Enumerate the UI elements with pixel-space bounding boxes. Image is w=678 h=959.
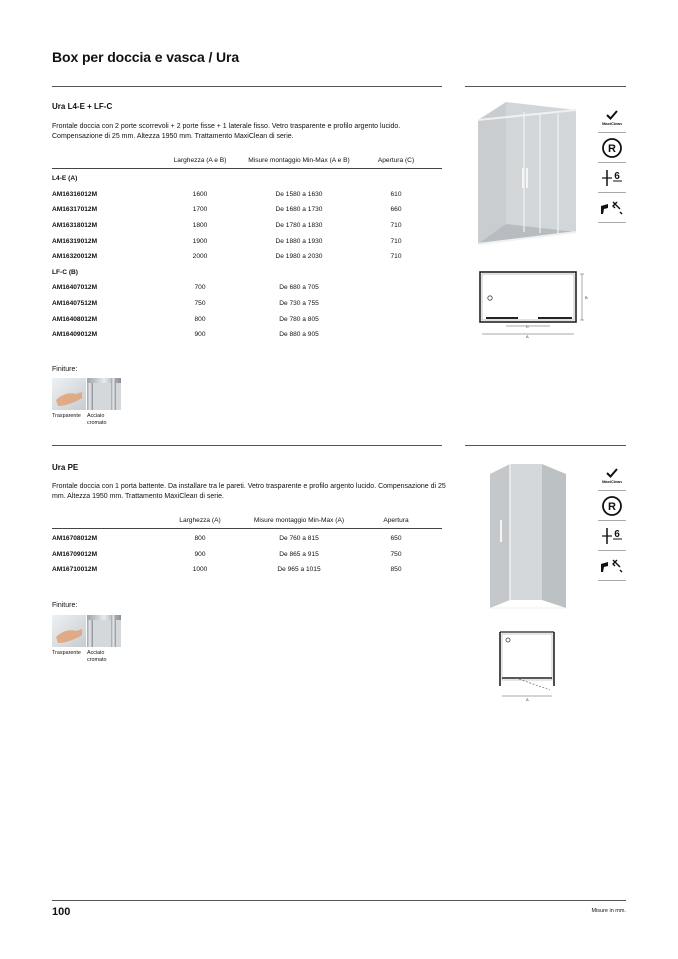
width-value: 800 — [194, 535, 206, 543]
units-note: Misure in mm. — [591, 908, 626, 914]
door-tools-icon — [598, 552, 626, 581]
reversible-icon — [598, 492, 626, 521]
shower-enclosure-image — [466, 92, 590, 252]
table-row — [52, 233, 442, 249]
swatch-caption: Acciaio cromato — [87, 413, 107, 426]
width-value: 1600 — [192, 190, 208, 198]
section2-title: Ura PE — [52, 463, 79, 472]
swatch-caption: Acciaio cromato — [87, 650, 107, 663]
chrome-steel-swatch — [87, 615, 121, 647]
range-value: De 1980 a 2030 — [275, 253, 323, 261]
product-code: AM16408012M — [52, 315, 98, 323]
header-width: Larghezza (A e B) — [173, 157, 227, 164]
shower-door-image — [486, 460, 568, 610]
checkmark-icon — [598, 104, 626, 133]
product-code: AM16708012M — [52, 535, 98, 543]
opening-value: 710 — [390, 237, 402, 245]
section2-divider-right — [465, 445, 626, 446]
product-code: AM16317012M — [52, 206, 98, 214]
group-label: LF-C (B) — [52, 268, 78, 276]
table-row — [52, 311, 442, 327]
header-width: Larghezza (A) — [179, 517, 221, 524]
page-title: Box per doccia e vasca / Ura — [52, 49, 240, 65]
product-code: AM16709012M — [52, 550, 98, 558]
transparent-glass-swatch — [52, 378, 86, 410]
product-code: AM16318012M — [52, 222, 98, 230]
section2-spec-table — [52, 516, 442, 578]
swatch-caption: Trasparente — [52, 650, 81, 656]
opening-value: 650 — [390, 535, 402, 543]
header-range: Misure montaggio Min-Max (A) — [253, 517, 345, 524]
thickness-value: 6 — [614, 171, 620, 182]
table-row — [52, 547, 442, 563]
transparent-glass-swatch — [52, 615, 86, 647]
range-value: De 780 a 805 — [279, 315, 319, 323]
maxiclean-label: MaxiClean — [602, 121, 622, 126]
maxiclean-label: MaxiClean — [602, 479, 622, 484]
dimension-b-label: B — [585, 295, 588, 300]
width-value: 2000 — [192, 253, 208, 261]
width-value: 1900 — [192, 237, 208, 245]
width-value: 900 — [194, 331, 206, 339]
reversible-letter: R — [608, 143, 616, 155]
swatch-caption: Trasparente — [52, 413, 81, 419]
table-row — [52, 280, 442, 296]
width-value: 700 — [194, 284, 206, 292]
section2-technical-drawing — [496, 630, 560, 704]
product-code: AM16316012M — [52, 190, 98, 198]
section1-technical-drawing — [478, 268, 590, 340]
range-value: De 1580 a 1630 — [275, 190, 323, 198]
section1-finishes-label: Finiture: — [52, 366, 78, 373]
group-label: L4-E (A) — [52, 175, 78, 183]
title-divider-right — [465, 86, 626, 87]
width-value: 1000 — [192, 566, 208, 574]
section1-spec-table — [52, 156, 442, 343]
opening-value: 660 — [390, 206, 402, 214]
table-row — [52, 187, 442, 203]
table-row — [52, 249, 442, 265]
section1-description: Frontale doccia con 2 porte scorrevoli + 2 porte fisse + 1 laterale fisso. Vetro trasparente e profilo argento lucido. Compensazione di 25 mm. Altezza 1950 mm. Trattamento MaxiClean di serie. — [52, 123, 401, 140]
opening-value: 610 — [390, 190, 402, 198]
reversible-letter: R — [608, 501, 616, 513]
opening-value: 750 — [390, 550, 402, 558]
table-row — [52, 327, 442, 343]
dimension-c-label: C — [526, 324, 529, 329]
table-row — [52, 296, 442, 312]
door-tools-icon — [598, 194, 626, 223]
section2-divider — [52, 445, 442, 446]
product-code: AM16319012M — [52, 237, 98, 245]
range-value: De 680 a 705 — [279, 284, 319, 292]
header-opening: Apertura — [383, 517, 409, 524]
width-value: 1700 — [192, 206, 208, 214]
opening-value: 850 — [390, 566, 402, 574]
glass-thickness-icon — [598, 522, 626, 551]
range-value: De 1780 a 1830 — [275, 222, 323, 230]
thickness-value: 6 — [614, 529, 620, 540]
header-range: Misure montaggio Min-Max (A e B) — [248, 157, 350, 164]
width-value: 1800 — [192, 222, 208, 230]
table-row — [52, 202, 442, 218]
opening-value: 710 — [390, 253, 402, 261]
footer-divider — [52, 900, 626, 901]
checkmark-icon — [598, 462, 626, 491]
width-value: 750 — [194, 300, 206, 308]
section2-description: Frontale doccia con 1 porta battente. Da installare tra le pareti. Vetro trasparente e profilo argento lucido. Compensazione di 25 mm. Altezza 1950 mm. Trattamento MaxiClean di serie. — [52, 483, 446, 500]
range-value: De 760 a 815 — [279, 535, 319, 543]
range-value: De 865 a 915 — [279, 550, 319, 558]
section2-finishes-label: Finiture: — [52, 602, 78, 609]
range-value: De 880 a 905 — [279, 331, 319, 339]
glass-thickness-icon — [598, 164, 626, 193]
table-row — [52, 218, 442, 234]
dimension-a-label: A — [526, 334, 529, 339]
range-value: De 1680 a 1730 — [275, 206, 323, 214]
product-code: AM16407012M — [52, 284, 98, 292]
features-icons — [598, 104, 626, 224]
section1-title: Ura L4-E + LF-C — [52, 102, 113, 111]
reversible-icon — [598, 134, 626, 163]
product-code: AM16320012M — [52, 253, 98, 261]
dimension-a-label: A — [526, 697, 529, 702]
table-row — [52, 562, 442, 578]
header-opening: Apertura (C) — [377, 157, 415, 164]
chrome-steel-swatch — [87, 378, 121, 410]
title-divider — [52, 86, 442, 87]
range-value: De 965 a 1015 — [277, 566, 321, 574]
range-value: De 730 a 755 — [279, 300, 319, 308]
width-value: 900 — [194, 550, 206, 558]
opening-value: 710 — [390, 222, 402, 230]
table-row — [52, 531, 442, 547]
width-value: 800 — [194, 315, 206, 323]
product-code: AM16710012M — [52, 566, 98, 574]
features-icons — [598, 462, 626, 582]
product-code: AM16409012M — [52, 331, 98, 339]
range-value: De 1880 a 1930 — [275, 237, 323, 245]
product-code: AM16407512M — [52, 300, 98, 308]
page-number: 100 — [52, 906, 71, 918]
